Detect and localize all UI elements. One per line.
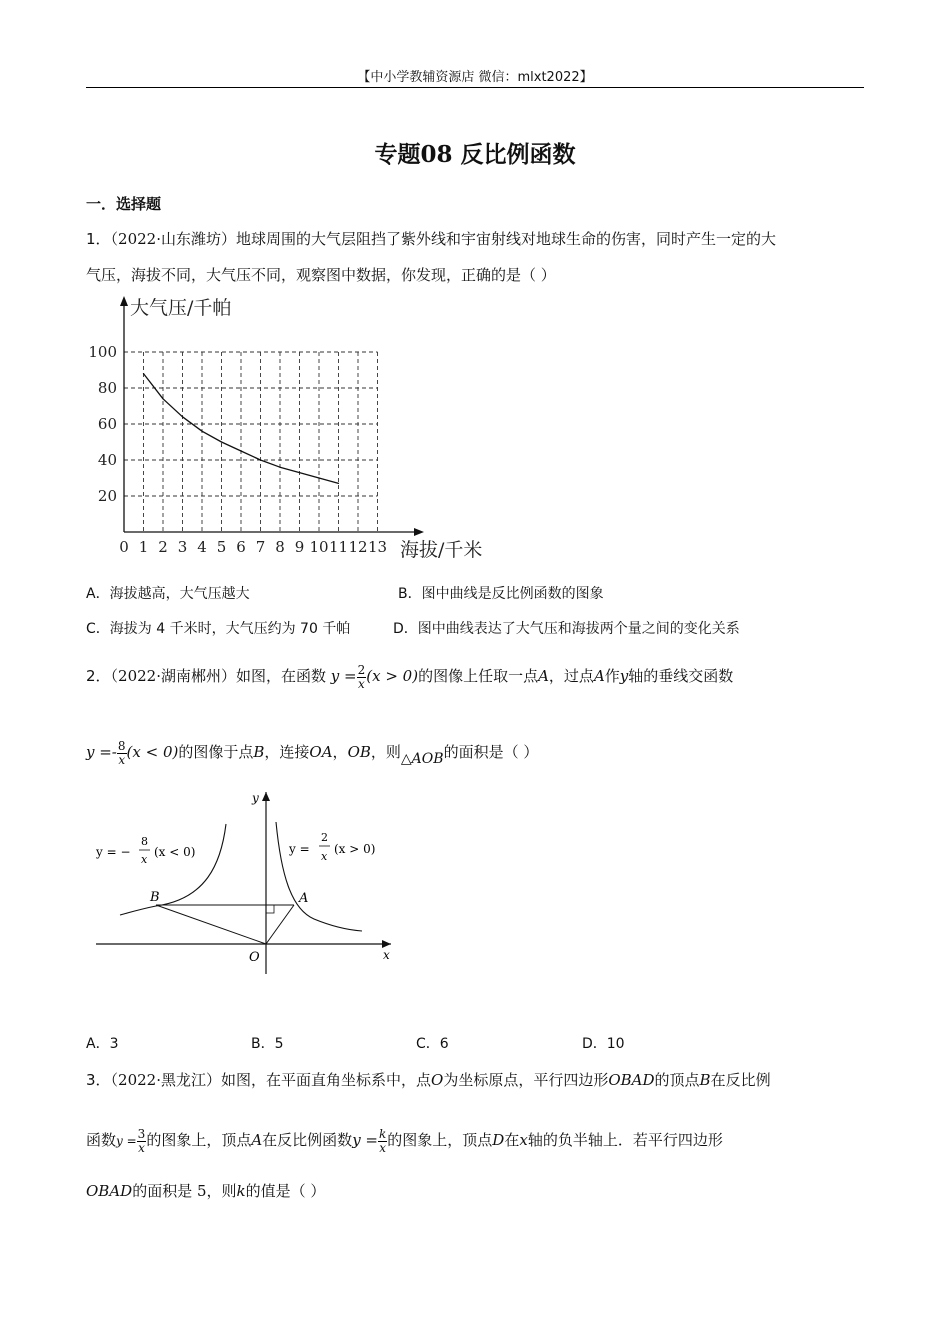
q2-formula2-y: y =-	[86, 743, 117, 761]
curve-left	[120, 824, 226, 915]
data-point	[260, 459, 261, 460]
q3-formula1-fraction: $\frac{3}{x}$	[137, 1126, 146, 1155]
q3-line2: 函数y = $\frac{3}{x}$ 的图象上，顶点A在反比例函数y = $\frac{k}{x}$ 的图象上，顶点D在x轴的负半轴上．若平行四边形	[86, 1126, 723, 1155]
q1-option-b: B．图中曲线是反比例函数的图象	[398, 586, 604, 602]
x-tick-label: 5	[216, 538, 227, 556]
data-point	[240, 450, 241, 451]
q2-option-d: D．10	[582, 1036, 625, 1052]
data-point	[201, 431, 202, 432]
q1-line1	[86, 229, 776, 249]
right-curve-eq-cond: (x > 0)	[334, 842, 376, 856]
segment-ob	[156, 905, 266, 944]
x-tick-label: 6	[236, 538, 246, 556]
q2-line2: y =- $\frac{8}{x}$ (x < 0)的图像于点B，连接OA，OB，则△AOB的面积是（ ）	[86, 738, 539, 767]
y-axis-arrow	[262, 792, 270, 801]
q3-line1: 3．（2022·黑龙江）如图，在平面直角坐标系中，点O为坐标原点，平行四边形OBAD的顶点B在反比例	[86, 1071, 771, 1089]
y-axis-title: 大气压/千帕	[130, 297, 232, 319]
y-tick-label: 60	[97, 415, 117, 433]
chart-x-arrow	[414, 528, 424, 536]
y-tick-label: 100	[88, 343, 117, 361]
right-curve-eq: y =	[289, 842, 310, 856]
q1-option-a: A．海拔越高，大气压越大	[86, 586, 250, 602]
q2-figure	[86, 784, 406, 979]
y-tick-label: 20	[97, 487, 117, 505]
point-b-label: B	[150, 890, 160, 905]
left-curve-eq-den: x	[141, 853, 148, 866]
header-rule	[86, 87, 864, 88]
right-angle-mark	[266, 905, 274, 913]
q2-option-b: B．5	[251, 1036, 284, 1052]
q2-text1: 如图，在函数	[236, 667, 327, 685]
q2-option-a: A．3	[86, 1036, 119, 1052]
x-tick-label: 2	[158, 538, 168, 556]
q1-source: （2022·山东潍坊）	[110, 230, 236, 248]
x-tick-label: 3	[177, 538, 188, 556]
point-o-label: O	[249, 950, 260, 965]
data-point	[318, 477, 319, 478]
page-header: 【中小学教辅资源店 微信：mlxt2022】	[357, 70, 593, 85]
q2-triangle: △AOB	[400, 751, 444, 767]
x-axis-arrow	[382, 940, 391, 948]
q3-source: （2022·黑龙江）	[110, 1071, 221, 1089]
x-tick-label: 8	[275, 538, 285, 556]
segment-oa	[266, 905, 294, 944]
x-axis-title: 海拔/千米	[400, 539, 483, 561]
right-curve-eq-den: x	[321, 850, 328, 863]
x-tick-label: 9	[294, 538, 305, 556]
data-point	[162, 398, 163, 399]
q2-line1: 2．（2022·湖南郴州）如图，在函数 y = $\frac{2}{x}$ (x > 0)的图像上任取一点A，过点A作y轴的垂线交函数	[86, 662, 734, 691]
x-tick-label: 12	[348, 538, 368, 556]
data-point	[299, 472, 300, 473]
q2-number: 2．	[86, 667, 111, 685]
q1-option-d: D．图中曲线表达了大气压和海拔两个量之间的变化关系	[393, 621, 740, 637]
page-title: 专题08 反比例函数	[374, 141, 576, 168]
q2-formula1-cond: (x > 0)	[366, 667, 419, 685]
y-tick-label: 40	[97, 451, 117, 469]
data-point	[221, 441, 222, 442]
section-heading: 一．选择题	[86, 195, 162, 213]
q2-formula1-y: y =	[330, 667, 357, 685]
left-curve-eq: y = −	[96, 845, 131, 859]
x-tick-label: 4	[197, 538, 207, 556]
x-tick-label: 13	[367, 538, 388, 556]
q1-number: 1．	[86, 230, 111, 248]
data-point	[279, 467, 280, 468]
left-curve-eq-num: 8	[141, 835, 148, 848]
data-point	[182, 416, 183, 417]
q2-formula1-fraction: $\frac{2}{x}$	[357, 662, 366, 691]
q2-source: （2022·湖南郴州）	[110, 667, 236, 685]
x-tick-label: 1	[138, 538, 149, 556]
chart-y-arrow	[120, 296, 128, 306]
q1-text1: 地球周围的大气层阻挡了紫外线和宇宙射线对地球生命的伤害，同时产生一定的大	[236, 230, 777, 248]
q1-chart	[86, 290, 506, 565]
y-axis-label: y	[252, 791, 259, 805]
point-a-label: A	[299, 891, 309, 906]
x-tick-label: 0	[119, 538, 129, 556]
x-tick-label: 11	[328, 538, 349, 556]
x-tick-label: 7	[255, 538, 266, 556]
left-curve-eq-cond: (x < 0)	[154, 845, 196, 859]
q1-line2: 气压，海拔不同，大气压不同，观察图中数据，你发现，正确的是（ ）	[86, 266, 556, 284]
x-axis-label: x	[383, 948, 390, 962]
y-tick-label: 80	[97, 379, 117, 397]
right-curve-eq-num: 2	[321, 831, 328, 844]
q2-formula2-fraction: $\frac{8}{x}$	[117, 738, 126, 767]
curve-right	[276, 822, 362, 931]
q1-option-c: C．海拔为 4 千米时，大气压约为 70 千帕	[86, 621, 351, 637]
q3-formula2-fraction: $\frac{k}{x}$	[379, 1126, 387, 1155]
data-point	[338, 483, 339, 484]
data-point	[143, 373, 144, 374]
q3-number: 3．	[86, 1071, 111, 1089]
x-tick-label: 10	[309, 538, 329, 556]
q3-line3: OBAD的面积是 5，则k的值是（ ）	[86, 1182, 326, 1200]
q2-option-c: C．6	[416, 1036, 449, 1052]
